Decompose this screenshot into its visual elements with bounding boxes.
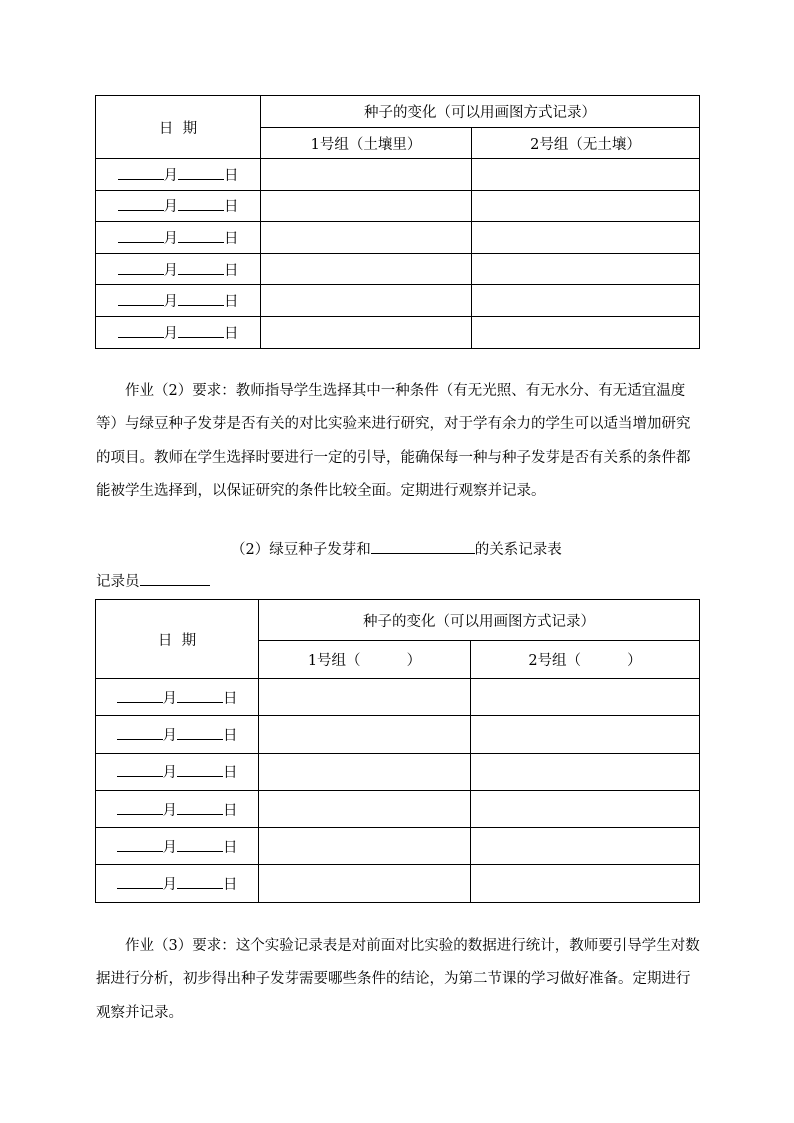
group2-cell[interactable]: [471, 679, 700, 716]
date-row: [96, 753, 700, 790]
month-label: 月: [162, 727, 177, 744]
day-label: 日: [223, 690, 238, 707]
date-row: [96, 222, 700, 254]
day-label: 日: [223, 839, 238, 856]
group1-cell[interactable]: [259, 716, 471, 753]
date-cell: [96, 253, 261, 285]
month-blank[interactable]: [118, 228, 164, 243]
month-blank[interactable]: [117, 688, 163, 703]
group2-cell[interactable]: [472, 190, 700, 222]
month-label: 月: [163, 294, 178, 311]
group2-cell[interactable]: [471, 716, 700, 753]
date-row: [96, 828, 700, 865]
group2-cell[interactable]: [471, 865, 700, 902]
seed-change-header: 种子的变化（可以用画图方式记录）: [259, 600, 700, 641]
date-row: [96, 159, 700, 191]
month-label: 月: [162, 839, 177, 856]
day-blank[interactable]: [178, 196, 224, 211]
month-blank[interactable]: [118, 165, 164, 180]
month-blank[interactable]: [118, 196, 164, 211]
month-label: 月: [163, 199, 178, 216]
group1-cell[interactable]: [259, 828, 471, 865]
group1-cell[interactable]: [261, 285, 472, 317]
group1-header: 1号组（土壤里）: [261, 128, 472, 159]
day-blank[interactable]: [177, 837, 223, 852]
seed-change-header: 种子的变化（可以用画图方式记录）: [261, 96, 700, 128]
month-blank[interactable]: [118, 260, 164, 275]
day-label: 日: [224, 294, 239, 311]
day-blank[interactable]: [177, 725, 223, 740]
month-label: 月: [163, 167, 178, 184]
group1-cell[interactable]: [259, 865, 471, 902]
group2-header: 2号组（ ）: [471, 641, 700, 679]
date-cell: [96, 679, 259, 716]
date-header: 日 期: [96, 96, 261, 159]
group1-cell[interactable]: [259, 679, 471, 716]
date-cell: [96, 716, 259, 753]
relation-blank[interactable]: [371, 539, 475, 554]
date-cell: [96, 190, 261, 222]
group2-cell[interactable]: [471, 753, 700, 790]
assignment-3-text: 作业（3）要求：这个实验记录表是对前面对比实验的数据进行统计，教师要引导学生对数据进行分析，初步得出种子发芽需要哪些条件的结论，为第二节课的学习做好准备。定期进行观察并记录。: [96, 938, 700, 1021]
date-row: [96, 190, 700, 222]
month-blank[interactable]: [117, 837, 163, 852]
group2-cell[interactable]: [471, 828, 700, 865]
date-cell: [96, 753, 259, 790]
group1-cell[interactable]: [261, 316, 472, 348]
day-blank[interactable]: [177, 688, 223, 703]
group2-cell[interactable]: [471, 790, 700, 827]
date-cell: [96, 159, 261, 191]
recorder-line: 记录员: [96, 570, 210, 591]
day-blank[interactable]: [177, 800, 223, 815]
month-label: 月: [162, 877, 177, 894]
record-table-2: [95, 599, 700, 903]
date-cell: [96, 865, 259, 902]
day-label: 日: [223, 727, 238, 744]
day-label: 日: [224, 325, 239, 342]
month-blank[interactable]: [118, 323, 164, 338]
group2-cell[interactable]: [472, 316, 700, 348]
group2-cell[interactable]: [472, 222, 700, 254]
day-blank[interactable]: [178, 291, 224, 306]
month-label: 月: [163, 325, 178, 342]
date-cell: [96, 316, 261, 348]
day-label: 日: [224, 199, 239, 216]
date-row: [96, 285, 700, 317]
group2-cell[interactable]: [472, 253, 700, 285]
date-row: [96, 716, 700, 753]
date-row: [96, 790, 700, 827]
day-label: 日: [224, 262, 239, 279]
month-blank[interactable]: [118, 291, 164, 306]
group1-cell[interactable]: [261, 253, 472, 285]
group1-cell[interactable]: [261, 159, 472, 191]
day-label: 日: [223, 802, 238, 819]
day-blank[interactable]: [177, 762, 223, 777]
group2-cell[interactable]: [472, 159, 700, 191]
assignment-2-text: 作业（2）要求：教师指导学生选择其中一种条件（有无光照、有无水分、有无适宜温度等）与绿豆种子发芽是否有关的对比实验来进行研究，对于学有余力的学生可以适当增加研究的项目。教师在学生选择时要进行一定的引导，能确保每一种与种子发芽是否有关系的条件都能被学生选择到，以保证研究的条件比较全面。定期进行观察并记录。: [96, 383, 691, 499]
month-label: 月: [162, 802, 177, 819]
group2-header: 2号组（无土壤）: [472, 128, 700, 159]
day-blank[interactable]: [178, 165, 224, 180]
group2-cell[interactable]: [472, 285, 700, 317]
date-cell: [96, 790, 259, 827]
day-blank[interactable]: [178, 323, 224, 338]
day-blank[interactable]: [178, 228, 224, 243]
month-label: 月: [163, 230, 178, 247]
day-label: 日: [224, 230, 239, 247]
group1-cell[interactable]: [259, 753, 471, 790]
month-label: 月: [162, 765, 177, 782]
month-label: 月: [162, 690, 177, 707]
table-2-title: （2）绿豆种子发芽和 的关系记录表: [231, 538, 562, 559]
date-cell: [96, 285, 261, 317]
month-blank[interactable]: [117, 874, 163, 889]
month-blank[interactable]: [117, 762, 163, 777]
day-blank[interactable]: [177, 874, 223, 889]
date-header: 日 期: [96, 600, 259, 679]
day-label: 日: [223, 765, 238, 782]
day-blank[interactable]: [178, 260, 224, 275]
month-label: 月: [163, 262, 178, 279]
date-row: [96, 865, 700, 902]
group1-cell[interactable]: [261, 190, 472, 222]
month-blank[interactable]: [117, 800, 163, 815]
month-blank[interactable]: [117, 725, 163, 740]
group1-cell[interactable]: [259, 790, 471, 827]
date-row: [96, 679, 700, 716]
day-label: 日: [223, 877, 238, 894]
record-table-1: [95, 95, 700, 349]
recorder-blank[interactable]: [140, 571, 210, 586]
date-cell: [96, 828, 259, 865]
group1-header: 1号组（ ）: [259, 641, 471, 679]
date-cell: [96, 222, 261, 254]
date-row: [96, 316, 700, 348]
date-row: [96, 253, 700, 285]
day-label: 日: [224, 167, 239, 184]
group1-cell[interactable]: [261, 222, 472, 254]
